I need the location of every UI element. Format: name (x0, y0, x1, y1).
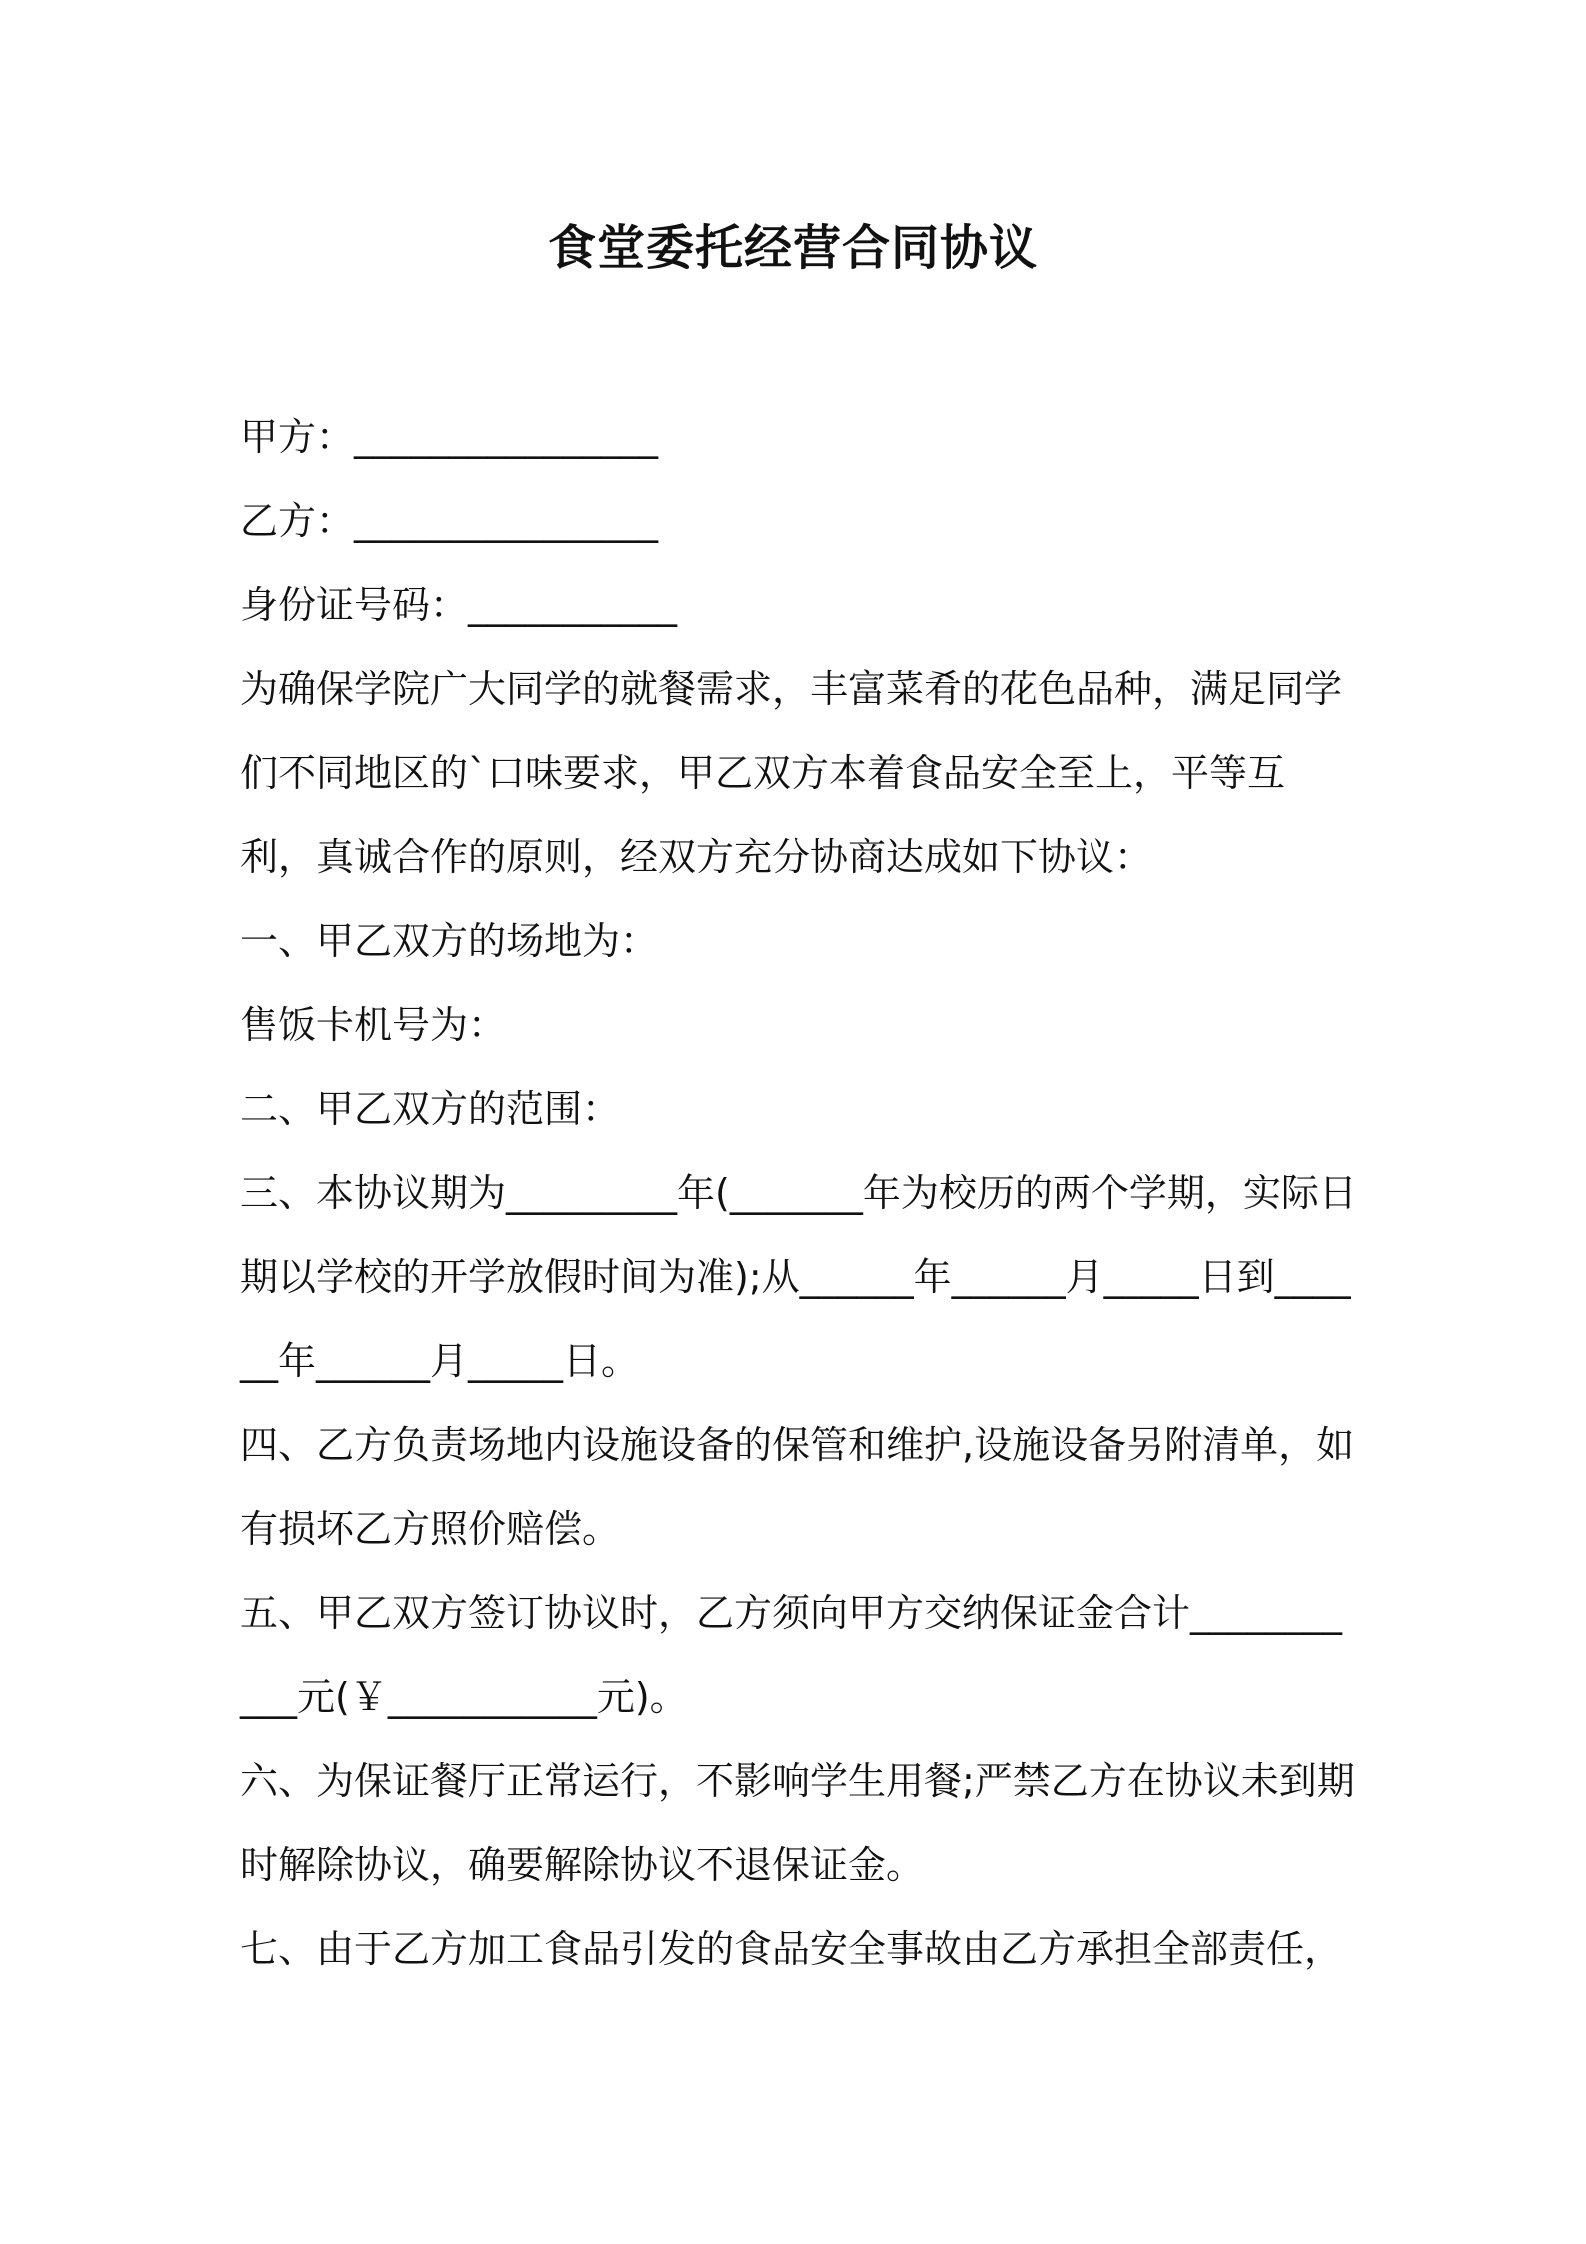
document-title: 食堂委托经营合同协议 (547, 220, 1038, 276)
clause-3: 三、本协议期为_________年(_______年为校历的两个学期，实际日期以学校的开学放假时间为准);从______年______月_____日到______年______月_____日。 (240, 1171, 1357, 1383)
clause-7: 七、由于乙方加工食品引发的食品安全事故由乙方承担全部责任， (240, 1927, 1343, 1971)
id-number-line: 身份证号码：___________ (240, 583, 678, 627)
clause-1: 一、甲乙双方的场地为： (240, 919, 659, 963)
clause-2: 二、甲乙双方的范围： (240, 1087, 621, 1131)
clause-6: 六、为保证餐厅正常运行，不影响学生用餐;严禁乙方在协议未到期时解除协议，确要解除协议不退保证金。 (240, 1759, 1355, 1887)
clause-5: 五、甲乙双方签订协议时，乙方须向甲方交纳保证金合计___________元(￥___________元)。 (240, 1591, 1343, 1719)
party-b-line: 乙方：________________ (240, 499, 659, 543)
document-body (240, 395, 1360, 1991)
party-a-line: 甲方：________________ (240, 415, 659, 459)
clause-4: 四、乙方负责场地内设施设备的保管和维护,设施设备另附清单，如有损坏乙方照价赔偿。 (240, 1423, 1355, 1551)
intro-paragraph: 为确保学院广大同学的就餐需求，丰富菜肴的花色品种，满足同学们不同地区的`口味要求，甲乙双方本着食品安全至上，平等互利，真诚合作的原则，经双方充分协商达成如下协议： (240, 667, 1343, 879)
card-machine-line: 售饭卡机号为： (240, 1003, 507, 1047)
